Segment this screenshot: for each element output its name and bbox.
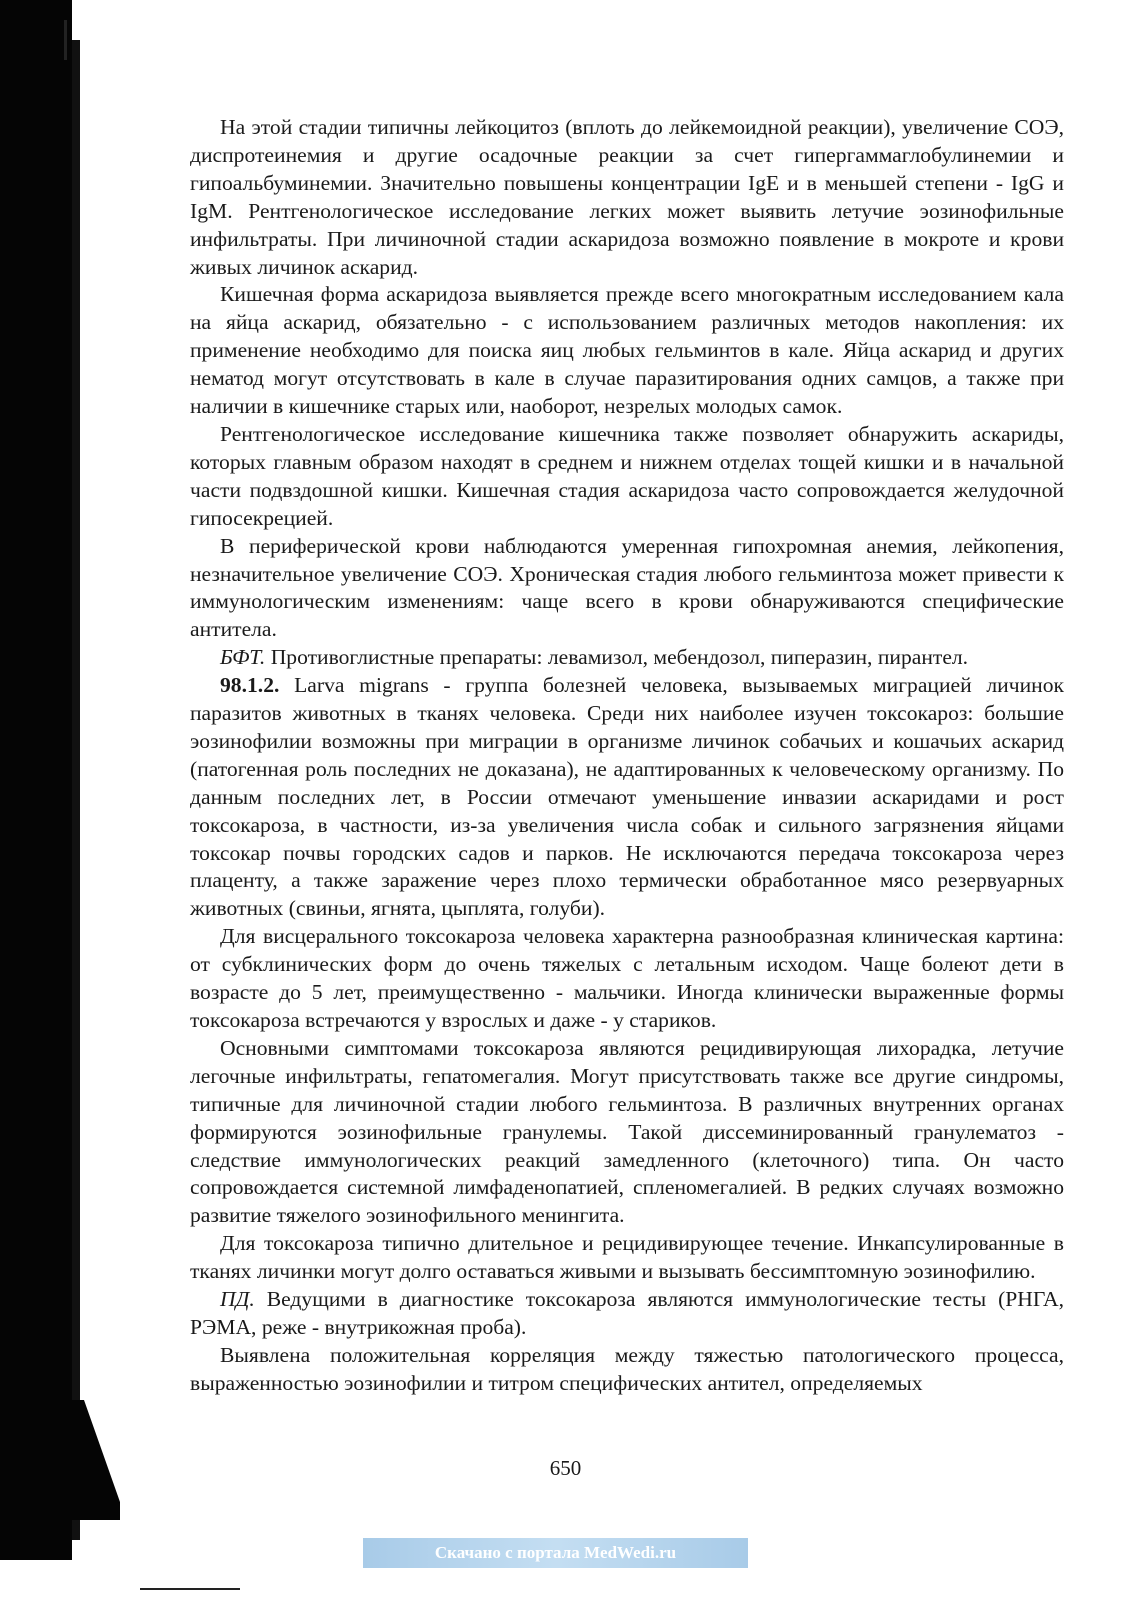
page-body [190, 114, 1064, 1398]
paragraph [190, 421, 1064, 533]
paragraph [190, 923, 1064, 1035]
paragraph [190, 114, 1064, 281]
paragraph [190, 672, 1064, 923]
paragraph [190, 1230, 1064, 1286]
paragraph [190, 644, 1064, 672]
bottom-rule [140, 1588, 240, 1590]
paragraph-text: Выявлена положительная корреляция между тяжестью патологического процесса, выраженностью эозинофилии и титром специфических антител, определяемых [190, 1342, 1064, 1395]
paragraph-text: В периферической крови наблюдаются умеренная гипохромная анемия, лейкопения, незначительное увеличение СОЭ. Хроническая стадия любого гельминтоза может привести к иммунологическим изменениям: чаще всего в крови обнаруживаются специфические антитела. [190, 533, 1064, 642]
paragraph-text: Рентгенологическое исследование кишечника также позволяет обнаружить аскариды, которых главным образом находят в среднем и нижнем отделах тощей кишки и в начальной части подвздошной кишки. Кишечная стадия аскаридоза часто сопровождается желудочной гипосекрецией. [190, 421, 1064, 530]
section-abbrev: БФТ. [220, 645, 266, 670]
section-number: 98.1.2. [220, 673, 280, 698]
paragraph [190, 1342, 1064, 1398]
paragraph-text: Основными симптомами токсокароза являются рецидивирующая лихорадка, летучие легочные инфильтраты, гепатомегалия. Могут присутствовать также все другие синдромы, типичные для личиночной стадии любого гельминтоза. В различных внутренних органах формируются эозинофильные гранулемы. Такой диссеминированный гранулематоз - следствие иммунологических реакций замедленного (клеточного) типа. Он часто сопровождается системной лимфаденопатией, спленомегалией. В редких случаях возможно развитие тяжелого эозинофильного менингита. [190, 1035, 1064, 1228]
paragraph-text: Для токсокароза типично длительное и рецидивирующее течение. Инкапсулированные в тканях личинки могут долго оставаться живыми и вызывать бессимптомную эозинофилию. [190, 1231, 1064, 1284]
scan-edge-band [0, 0, 72, 1560]
paragraph-text: Larva migrans - группа болезней человека, вызываемых миграцией личинок паразитов животных в тканях человека. Среди них наиболее изучен токсокароз: большие эозинофилии возможны при миграции в организме личинок собачьих и кошачьих аскарид (патогенная роль последних не доказана), не адаптированных к человеческому организму. По данным последних лет, в России отмечают уменьшение инвазии аскаридами и рост токсокароза, в частности, из-за увеличения числа собак и сильного загрязнения яйцами токсокар почвы городских садов и парков. Не исключаются передача токсокароза через плаценту, а также заражение через плохо термически обработанное мясо резервуарных животных (свиньи, ягнята, цыплята, голуби). [190, 673, 1064, 921]
paragraph [190, 281, 1064, 421]
paragraph [190, 1035, 1064, 1230]
scan-edge-shadow [72, 40, 80, 1540]
paragraph-text: Ведущими в диагностике токсокароза являются иммунологические тесты (РНГА, РЭМА, реже - внутрикожная проба). [190, 1287, 1064, 1339]
scan-edge [0, 0, 120, 1600]
paragraph-text: Противоглистные препараты: левамизол, мебендозол, пиперазин, пирантел. [265, 645, 969, 670]
section-abbrev: ПД. [220, 1287, 255, 1312]
watermark-banner: Скачано с портала MedWedi.ru [363, 1538, 748, 1568]
paragraph-text: Кишечная форма аскаридоза выявляется прежде всего многократным исследованием кала на яйца аскарид, обязательно - с использованием различных методов накопления: их применение необходимо для поиска яиц любых гельминтов в кале. Яйца аскарид и других нематод могут отсутствовать в кале в случае паразитирования одних самцов, а также при наличии в кишечнике старых или, наоборот, незрелых молодых самок. [190, 282, 1064, 419]
scan-edge-mark [64, 20, 67, 60]
page-number: 650 [549, 1456, 582, 1480]
paragraph-text: Для висцерального токсокароза человека характерна разнообразная клиническая картина: от субклинических форм до очень тяжелых с летальным исходом. Чаще болеют дети в возрасте до 5 лет, преимущественно - мальчики. Иногда клинически выраженные формы токсокароза встречаются у взрослых и даже - у стариков. [190, 924, 1064, 1032]
paragraph [190, 1286, 1064, 1342]
paragraph-text: На этой стадии типичны лейкоцитоз (вплоть до лейкемоидной реакции), увеличение СОЭ, диспротеинемия и другие осадочные реакции за счет гипергаммаглобулинемии и гипоальбуминемии. Значительно повышены концентрации IgE и в меньшей степени - IgG и IgM. Рентгенологическое исследование легких может выявить летучие эозинофильные инфильтраты. При личиночной стадии аскаридоза возможно появление в мокроте и крови живых личинок аскарид. [190, 115, 1064, 279]
paragraph [190, 533, 1064, 645]
